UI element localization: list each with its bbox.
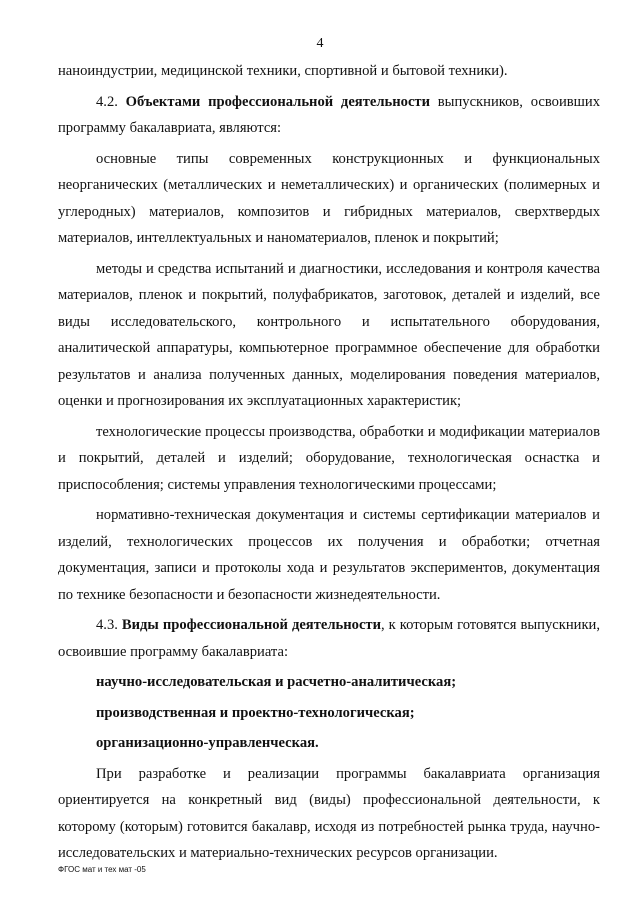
list-item: технологические процессы производства, обработки и модификации материалов и покрытий, деталей и изделий; оборудование, технологическая оснастка и приспособления; системы управления технологическими процессами; xyxy=(58,423,600,493)
section-number: 4.2. xyxy=(96,93,118,110)
document-body xyxy=(58,58,600,867)
list-item: нормативно-техническая документация и системы сертификации материалов и изделий, технологических процессов их получения и обработки; отчетная документация, записи и протоколы хода и результатов экспериментов, документация по технике безопасности и безопасности жизнедеятельности. xyxy=(58,507,600,603)
continuation-line: наноиндустрии, медицинской техники, спортивной и бытовой техники). xyxy=(58,63,508,79)
activity-item: научно-исследовательская и расчетно-аналитическая; xyxy=(96,674,457,690)
section-heading: Виды профессиональной деятельности xyxy=(121,617,382,633)
closing-paragraph: При разработке и реализации программы бакалавриата организация ориентируется на конкретный вид (виды) профессиональной деятельности, к которому (которым) готовится бакалавр, исходя из потребностей рынка труда, научно-исследовательских и материально-технических ресурсов организации. xyxy=(58,765,600,861)
section-intro-text: , к которым готовятся выпускники, освоившие программу бакалавриата: xyxy=(58,617,600,660)
activity-item: организационно-управленческая. xyxy=(96,735,319,751)
page-number: 4 xyxy=(316,36,324,51)
section-4-3-intro xyxy=(58,612,600,665)
section-intro-text: выпускников, освоивших программу бакалавриата, являются: xyxy=(58,93,600,136)
list-item: основные типы современных конструкционных и функциональных неорганических (металлических и неметаллических) и органических (полимерных и углеродных) материалов, композитов и гибридных материалов, сверхтвердых материалов, интеллектуальных и наноматериалов, пленок и покрытий; xyxy=(58,150,600,246)
footer-code: ФГОС мат и тех мат -05 xyxy=(58,865,146,874)
list-item: методы и средства испытаний и диагностики, исследования и контроля качества материалов, пленок и покрытий, полуфабрикатов, заготовок, деталей и изделий, все виды исследовательского, контрольного и испытательного оборудования, аналитической аппаратуры, компьютерное программное обеспечение для обработки результатов и анализа полученных данных, моделирования поведения материалов, оценки и прогнозирования их эксплуатационных характеристик; xyxy=(58,260,600,409)
section-number: 4.3. xyxy=(96,617,118,633)
section-4-2-intro xyxy=(58,89,600,142)
activity-item: производственная и проектно-технологическая; xyxy=(96,704,415,721)
section-heading: Объектами профессиональной деятельности xyxy=(125,93,431,110)
